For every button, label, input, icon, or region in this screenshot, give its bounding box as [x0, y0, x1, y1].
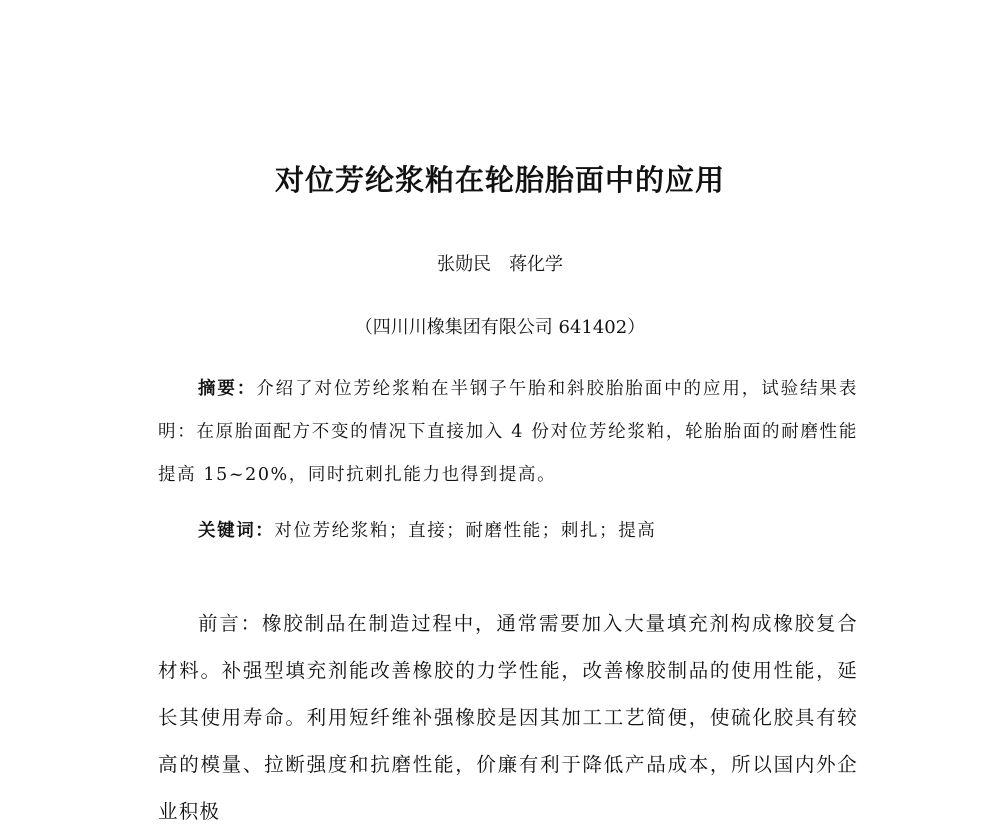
abstract-paragraph [158, 368, 858, 497]
keywords-text: 对位芳纶浆粕；直接；耐磨性能；刺扎；提高 [274, 521, 657, 541]
paper-authors: 张勋民 蒋化学 [437, 254, 563, 275]
intro-label: 前言： [198, 612, 262, 635]
intro-text: 橡胶制品在制造过程中，通常需要加入大量填充剂构成橡胶复合材料。补强型填充剂能改善橡胶的力学性能，改善橡胶制品的使用性能，延长其使用寿命。利用短纤维补强橡胶是因其加工工艺简便，使硫化胶具有较高的模量、拉断强度和抗磨性能，价廉有利于降低产品成本，所以国内外企业积极 [158, 612, 858, 823]
paper-affiliation: （四川川橡集团有限公司 641402） [354, 317, 646, 338]
abstract-label: 摘要： [198, 379, 257, 399]
keywords-paragraph [158, 516, 858, 546]
intro-paragraph [158, 600, 858, 835]
keywords-label: 关键词： [198, 521, 275, 541]
abstract-text: 介绍了对位芳纶浆粕在半钢子午胎和斜胶胎胎面中的应用，试验结果表明：在原胎面配方不变的情况下直接加入 4 份对位芳纶浆粕，轮胎胎面的耐磨性能提高 15~20%，同时抗刺扎能力也得到提高。 [158, 379, 858, 485]
paper-title: 对位芳纶浆粕在轮胎胎面中的应用 [274, 163, 725, 197]
